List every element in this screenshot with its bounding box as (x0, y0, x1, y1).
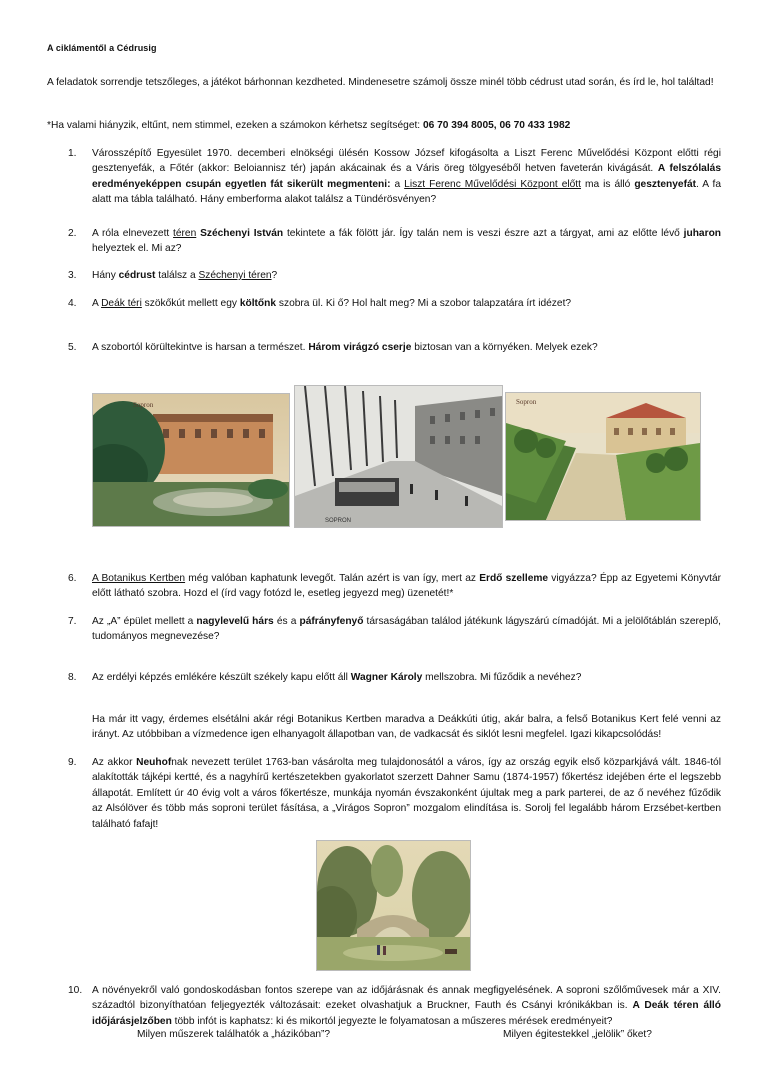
underlined-run: Deák téri (101, 298, 142, 309)
task-text (92, 755, 721, 832)
text-run: A szobortól körültekintve is harsan a természet. (92, 342, 309, 353)
text-run: . A fa alatt ma tábla található. Hány emberforma alakot találsz a Tündérösvényen? (92, 178, 722, 206)
underlined-run: A Botanikus Kertben (92, 573, 186, 584)
task-number: 2. (68, 228, 77, 239)
photo-park-painting (316, 840, 471, 971)
text-run: biztosan van a környéken. Melyek ezek? (411, 342, 598, 353)
bold-run: nagylevelű hárs (196, 616, 274, 627)
intro-paragraph: A feladatok sorrendje tetszőleges, a játékot bárhonnan kezdheted. Mindenesetre számolj össze minél több cédrust utad során, és írd le, hol találtad! (47, 77, 714, 88)
text-run: Hány (92, 270, 119, 281)
text-run: ma is álló (580, 178, 635, 190)
task-text (92, 670, 721, 685)
text-run: A (92, 298, 102, 309)
task-number: 1. (68, 148, 77, 159)
photo-caption: SOPRON (325, 518, 352, 524)
task-number: 5. (68, 342, 77, 353)
text-run: szobra ül. Ki ő? Hol halt meg? Mi a szobor talapzatára írt idézet? (276, 298, 572, 309)
text-run: vigyázza? Épp az Egyetemi Könyvtár előtt látható szobra. Hozd el (írd vagy fotózd le, esetleg jegyezd meg) üzenetét!* (92, 573, 721, 600)
bold-run: páfrányfenyő (299, 616, 364, 627)
task-number: 8. (68, 672, 77, 683)
text-run: több infót is kaphatsz: ki és mikortól jegyezte le folyamatosan a műszeres mérések eredményeit? (171, 1015, 613, 1027)
bold-run: Neuhof (136, 757, 172, 768)
text-run: Az erdélyi képzés emlékére készült székely kapu előtt áll (92, 672, 351, 683)
task-text (92, 571, 721, 602)
task-number: 3. (68, 270, 77, 281)
photo-tram-street (294, 385, 503, 528)
bold-run: Erdő szelleme (479, 573, 549, 584)
task-number: 9. (68, 757, 77, 768)
task-text (92, 340, 721, 355)
text-run: szökőkút mellett egy (141, 298, 240, 309)
bold-run: Három virágzó cserje (308, 342, 412, 353)
text-run: A növényekről való gondoskodásban fontos szerepe van az időjárásnak és annak megfigyelésének. A soproni szőlőművesek már a XIV. századtól bizonyíthatóan feljegyezték változásait: ezeket olvashatjuk a Bruckner, Fauth és Csányi krónikákban is. (92, 985, 721, 1012)
task-text (92, 226, 721, 257)
help-phone-numbers: 06 70 394 8005, 06 70 433 1982 (422, 120, 571, 131)
text-run: nak nevezett terület 1763-ban vásárolta meg tulajdonosától a város, így az ország egyik első közparkjává vált. 1846-tól alakították tájképi kertté, és a nagyhírű kertészetekben gyakorlatot szerzett Dahner Samu (1874-1957) főkertész idejében érte el legszebb állapotát. Említett úr 40 évig volt a város főkertésze, munkája nyomán évszakonként újultak meg a park parterei, de az ő nevéhez fűződik az Alsólöver és több más soproni terület fásítása, a „Virágos Sopron” mozgalom elindítása is. Sorolj fel legalább három Erzsébet-kertben található fafajt! (92, 757, 721, 830)
bold-run: gesztenyefát (634, 178, 697, 190)
text-run: és a (273, 616, 300, 627)
tip-text (92, 712, 721, 743)
photo-park-sopron (92, 393, 290, 527)
text-run: tekintete a fák fölött jár. Így talán nem is veszi észre azt a tárgyat, ami az előtte lévő (283, 228, 684, 239)
bold-run: A Deák téren álló időjárásjelzőben (92, 1000, 721, 1027)
page-title: A ciklámentől a Cédrusig (47, 43, 157, 53)
text-run: találsz a (155, 270, 199, 281)
task-number: 10. (68, 985, 83, 996)
bold-run: A felszólalás eredményeképpen csupán egyetlen fát sikerült megmenteni: (92, 163, 722, 190)
text-run: A róla elnevezett (92, 228, 174, 239)
text-run: Városszépítő Egyesület 1970. decemberi elnökségi ülésén Kossow József kifogásolta a Liszt Ferenc Művelődési Központ előtti régi gesztenyefák, a Főtér (akkor: Beloiannisz tér) japán akácainak és a Váris öreg tölgyeséből hetven faveterán kivágását. (92, 148, 721, 175)
help-text: *Ha valami hiányzik, eltűnt, nem stimmel, ezeken a számokon kérhetsz segítséget: (47, 120, 423, 131)
text-run: ? (271, 270, 278, 281)
task-text (92, 268, 721, 283)
bold-run: költőnk (239, 298, 277, 309)
task-text (92, 983, 721, 1029)
text-run: a (390, 178, 405, 190)
help-paragraph (47, 118, 721, 133)
task-text (92, 146, 721, 208)
text-run: mellszobra. Mi fűződik a nevéhez? (422, 672, 582, 683)
underlined-run: Széchenyi téren (198, 270, 272, 281)
question-celestial-bodies: Milyen égitestekkel „jelölik” őket? (503, 1029, 652, 1040)
bold-run: Wagner Károly (350, 672, 423, 683)
photo-caption: Sopron (133, 401, 154, 409)
task-number: 6. (68, 573, 77, 584)
task-number: 4. (68, 298, 77, 309)
underlined-run: téren (173, 228, 197, 239)
bold-run: juharon (683, 228, 722, 239)
bold-run: cédrust (118, 270, 156, 281)
text-run: társaságában találod játékunk lágyszárú címadóját. Mi a jelölőtáblán szereplő, tudományos megnevezése? (92, 616, 721, 643)
task-text (92, 296, 721, 311)
text-run: Az akkor (92, 757, 137, 768)
text-run: Az „A” épület mellett a (92, 616, 197, 627)
question-instruments: Milyen műszerek találhatók a „házikóban”? (137, 1029, 331, 1040)
text-run: helyeztek el. Mi az? (92, 243, 182, 255)
photo-caption: Sopron (516, 398, 537, 406)
task-number: 7. (68, 616, 77, 627)
bold-run: Széchenyi István (200, 228, 284, 239)
underlined-run: Liszt Ferenc Művelődési Központ előtt (404, 178, 581, 190)
text-run: még valóban kaphatunk levegőt. Talán azért is van így, mert az (185, 573, 480, 584)
text-run: Ha már itt vagy, érdemes elsétálni akár régi Botanikus Kertben maradva a Deákkúti útig, akár balra, a felső Botanikus Kert felé venni az irányt. Az utóbbiban a vízmedence igen elhanyagolt állapotban van, de vadkacsát és siklót lesni megfelel. Igazi kikapcsolódás! (92, 714, 721, 741)
task-text (92, 614, 721, 645)
photo-avenue (505, 392, 701, 521)
